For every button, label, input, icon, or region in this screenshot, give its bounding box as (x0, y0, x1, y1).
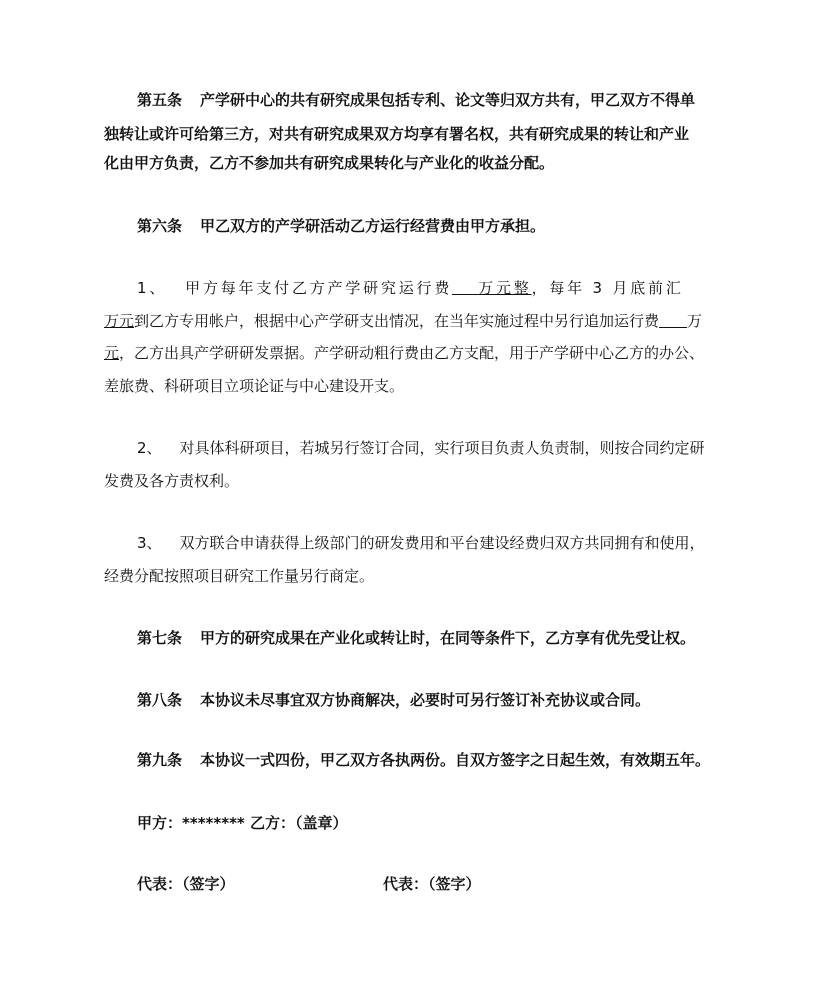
item-1-text-g: 元 (104, 344, 120, 362)
article-8-label: 第八条 (137, 691, 183, 709)
article-9-text: 本协议一式四份，甲乙双方各执两份。自双方签字之日起生效，有效期五年。 (200, 751, 711, 769)
item-3-number: 3、 (137, 534, 162, 552)
article-7-text: 甲方的研究成果在产业化或转让时，在同等条件下，乙方享有优先受让权。 (200, 629, 696, 647)
article-6-label: 第六条 (137, 217, 183, 235)
item-3-text-1: 双方联合申请获得上级部门的研发费用和平台建设经费归双方共同拥有和使用， (179, 534, 705, 552)
item-2-line-1 (137, 438, 705, 458)
article-9-label: 第九条 (137, 751, 183, 769)
article-8-text: 本协议未尽事宜双方协商解决，必要时可另行签订补充协议或合同。 (200, 691, 651, 709)
article-8 (137, 690, 650, 710)
item-1-line-4: 差旅费、科研项目立项论证与中心建设开支。 (104, 377, 405, 395)
article-6-text: 甲乙双方的产学研活动乙方运行经营费由甲方承担。 (200, 217, 546, 235)
article-5-text-1: 产学研中心的共有研究成果包括专利、论文等归双方共有，甲乙双方不得单 (200, 91, 696, 109)
item-3-line-1 (137, 533, 705, 553)
article-5-line-1 (137, 90, 695, 110)
item-1-text-c: ，每年 3 月底前汇 (531, 279, 684, 297)
article-9 (137, 750, 710, 770)
item-1-number: 1、 (137, 279, 168, 297)
parties-line: 甲方：******** 乙方：（盖章） (137, 814, 348, 832)
item-2-text-1: 对具体科研项目，若城另行签订合同，实行项目负责人负责制，则按合同约定研 (179, 439, 705, 457)
item-1-text-e: 到乙方专用帐户，根据中心产学研支出情况，在当年实施过程中另行追加运行费 (134, 312, 660, 330)
item-1-text-f: 万 (687, 312, 703, 330)
representative-right: 代表：（签字） (383, 875, 481, 893)
item-1-line-3 (104, 343, 704, 363)
representative-left: 代表：（签字） (137, 875, 235, 893)
item-2-line-2: 发费及各方责权利。 (104, 472, 240, 490)
blank-amount-1 (452, 278, 478, 295)
article-5-label: 第五条 (137, 91, 183, 109)
item-1-text-b: 万元整 (478, 279, 532, 297)
item-1-text-d: 万元 (104, 312, 135, 330)
article-6 (137, 216, 545, 236)
article-5-line-2: 独转让或许可给第三方，对共有研究成果双方均享有署名权，共有研究成果的转让和产业 (104, 125, 690, 143)
article-7 (137, 628, 695, 648)
item-1-line-2 (104, 311, 702, 331)
article-5-line-3: 化由甲方负责，乙方不参加共有研究成果转化与产业化的收益分配。 (104, 154, 555, 172)
item-1-text-a: 甲方每年支付乙方产学研究运行费 (185, 279, 453, 297)
item-1-text-h: ，乙方出具产学研研发票据。产学研动粗行费由乙方支配，用于产学研中心乙方的办公、 (119, 344, 705, 362)
article-7-label: 第七条 (137, 629, 183, 647)
blank-amount-2 (659, 311, 687, 328)
item-2-number: 2、 (137, 439, 162, 457)
item-3-line-2: 经费分配按照项目研究工作量另行商定。 (104, 567, 375, 585)
item-1-line-1 (137, 278, 684, 298)
